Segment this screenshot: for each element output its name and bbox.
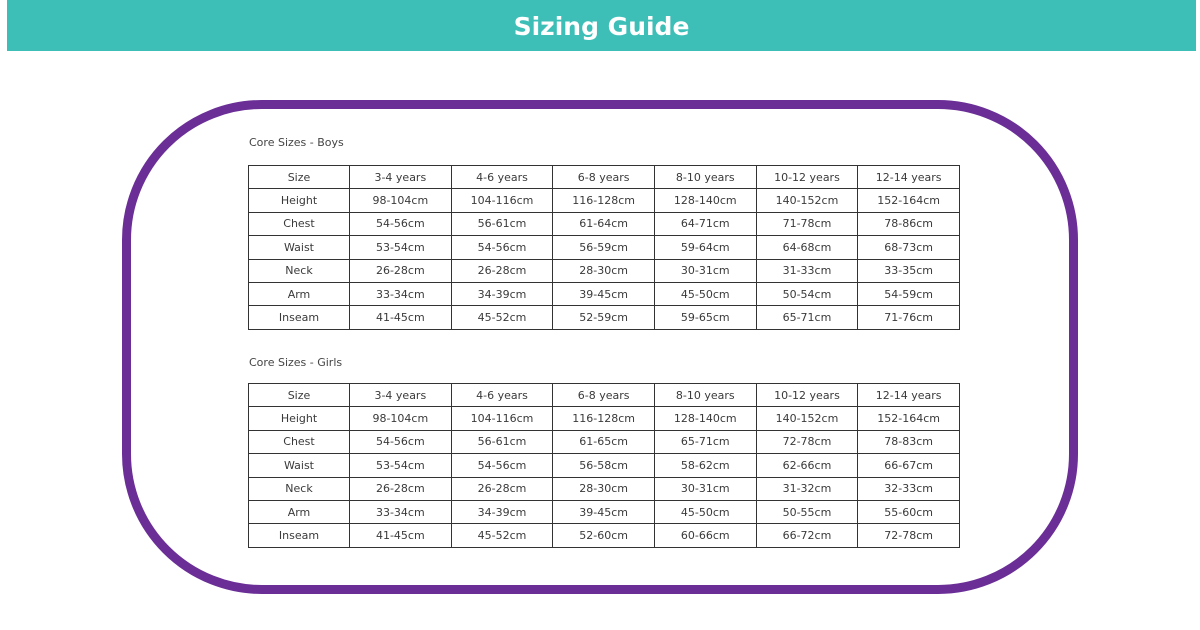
table-cell: 26-28cm bbox=[451, 477, 553, 500]
row-label: Arm bbox=[249, 282, 350, 305]
table-cell: 30-31cm bbox=[654, 259, 756, 282]
boys-table-row bbox=[249, 166, 960, 189]
table-cell: 53-54cm bbox=[350, 236, 452, 259]
table-cell: 56-58cm bbox=[553, 454, 655, 477]
table-cell: 31-33cm bbox=[756, 259, 858, 282]
table-cell: 64-71cm bbox=[654, 212, 756, 235]
row-label: Height bbox=[249, 189, 350, 212]
boys-table-row bbox=[249, 212, 960, 235]
column-header: 10-12 years bbox=[756, 384, 858, 407]
table-cell: 66-72cm bbox=[756, 524, 858, 547]
table-cell: 59-64cm bbox=[654, 236, 756, 259]
row-label: Chest bbox=[249, 430, 350, 453]
table-cell: 72-78cm bbox=[858, 524, 960, 547]
table-cell: 30-31cm bbox=[654, 477, 756, 500]
girls-table-row bbox=[249, 407, 960, 430]
boys-section-title: Core Sizes - Boys bbox=[249, 136, 344, 149]
table-cell: 34-39cm bbox=[451, 282, 553, 305]
table-cell: 45-50cm bbox=[654, 500, 756, 523]
column-header: 3-4 years bbox=[350, 166, 452, 189]
table-cell: 71-78cm bbox=[756, 212, 858, 235]
row-label: Inseam bbox=[249, 524, 350, 547]
column-header: 8-10 years bbox=[654, 384, 756, 407]
boys-table-row bbox=[249, 189, 960, 212]
table-cell: 140-152cm bbox=[756, 189, 858, 212]
table-cell: 50-54cm bbox=[756, 282, 858, 305]
column-header: 10-12 years bbox=[756, 166, 858, 189]
table-cell: 53-54cm bbox=[350, 454, 452, 477]
column-header: 12-14 years bbox=[858, 166, 960, 189]
table-cell: 41-45cm bbox=[350, 306, 452, 329]
table-cell: 152-164cm bbox=[858, 189, 960, 212]
row-label: Waist bbox=[249, 236, 350, 259]
row-label: Waist bbox=[249, 454, 350, 477]
table-cell: 45-52cm bbox=[451, 524, 553, 547]
table-cell: 56-59cm bbox=[553, 236, 655, 259]
table-cell: 61-65cm bbox=[553, 430, 655, 453]
row-label: Size bbox=[249, 384, 350, 407]
table-cell: 140-152cm bbox=[756, 407, 858, 430]
table-cell: 34-39cm bbox=[451, 500, 553, 523]
table-cell: 45-50cm bbox=[654, 282, 756, 305]
column-header: 6-8 years bbox=[553, 384, 655, 407]
table-cell: 31-32cm bbox=[756, 477, 858, 500]
table-cell: 128-140cm bbox=[654, 189, 756, 212]
table-cell: 33-34cm bbox=[350, 282, 452, 305]
table-cell: 65-71cm bbox=[654, 430, 756, 453]
table-cell: 54-56cm bbox=[350, 430, 452, 453]
table-cell: 52-59cm bbox=[553, 306, 655, 329]
column-header: 4-6 years bbox=[451, 384, 553, 407]
girls-table-row bbox=[249, 384, 960, 407]
row-label: Neck bbox=[249, 477, 350, 500]
girls-table-row bbox=[249, 500, 960, 523]
table-cell: 41-45cm bbox=[350, 524, 452, 547]
table-cell: 104-116cm bbox=[451, 189, 553, 212]
row-label: Size bbox=[249, 166, 350, 189]
header-bar bbox=[7, 0, 1196, 51]
row-label: Inseam bbox=[249, 306, 350, 329]
row-label: Height bbox=[249, 407, 350, 430]
table-cell: 59-65cm bbox=[654, 306, 756, 329]
table-cell: 28-30cm bbox=[553, 259, 655, 282]
table-cell: 26-28cm bbox=[350, 477, 452, 500]
row-label: Neck bbox=[249, 259, 350, 282]
table-cell: 71-76cm bbox=[858, 306, 960, 329]
table-cell: 26-28cm bbox=[350, 259, 452, 282]
boys-table-row bbox=[249, 259, 960, 282]
table-cell: 66-67cm bbox=[858, 454, 960, 477]
table-cell: 58-62cm bbox=[654, 454, 756, 477]
girls-size-table bbox=[248, 383, 960, 548]
table-cell: 32-33cm bbox=[858, 477, 960, 500]
table-cell: 72-78cm bbox=[756, 430, 858, 453]
table-cell: 98-104cm bbox=[350, 407, 452, 430]
row-label: Chest bbox=[249, 212, 350, 235]
table-cell: 26-28cm bbox=[451, 259, 553, 282]
table-cell: 64-68cm bbox=[756, 236, 858, 259]
boys-table-row bbox=[249, 306, 960, 329]
girls-section-title: Core Sizes - Girls bbox=[249, 356, 343, 369]
table-cell: 45-52cm bbox=[451, 306, 553, 329]
table-cell: 61-64cm bbox=[553, 212, 655, 235]
boys-table-row bbox=[249, 282, 960, 305]
column-header: 6-8 years bbox=[553, 166, 655, 189]
girls-table-row bbox=[249, 430, 960, 453]
table-cell: 56-61cm bbox=[451, 430, 553, 453]
table-cell: 62-66cm bbox=[756, 454, 858, 477]
column-header: 12-14 years bbox=[858, 384, 960, 407]
table-cell: 78-86cm bbox=[858, 212, 960, 235]
girls-table-row bbox=[249, 524, 960, 547]
column-header: 8-10 years bbox=[654, 166, 756, 189]
column-header: 3-4 years bbox=[350, 384, 452, 407]
table-cell: 39-45cm bbox=[553, 282, 655, 305]
table-cell: 55-60cm bbox=[858, 500, 960, 523]
table-cell: 128-140cm bbox=[654, 407, 756, 430]
table-cell: 116-128cm bbox=[553, 407, 655, 430]
table-cell: 56-61cm bbox=[451, 212, 553, 235]
boys-size-table bbox=[248, 165, 960, 330]
column-header: 4-6 years bbox=[451, 166, 553, 189]
table-cell: 65-71cm bbox=[756, 306, 858, 329]
table-cell: 50-55cm bbox=[756, 500, 858, 523]
table-cell: 52-60cm bbox=[553, 524, 655, 547]
table-cell: 54-56cm bbox=[451, 236, 553, 259]
boys-table-row bbox=[249, 236, 960, 259]
table-cell: 54-56cm bbox=[451, 454, 553, 477]
table-cell: 116-128cm bbox=[553, 189, 655, 212]
table-cell: 54-59cm bbox=[858, 282, 960, 305]
table-cell: 104-116cm bbox=[451, 407, 553, 430]
table-cell: 28-30cm bbox=[553, 477, 655, 500]
table-cell: 68-73cm bbox=[858, 236, 960, 259]
girls-table-row bbox=[249, 477, 960, 500]
girls-table-row bbox=[249, 454, 960, 477]
row-label: Arm bbox=[249, 500, 350, 523]
table-cell: 152-164cm bbox=[858, 407, 960, 430]
table-cell: 39-45cm bbox=[553, 500, 655, 523]
table-cell: 60-66cm bbox=[654, 524, 756, 547]
page-title: Sizing Guide bbox=[513, 12, 690, 41]
table-cell: 54-56cm bbox=[350, 212, 452, 235]
table-cell: 33-35cm bbox=[858, 259, 960, 282]
table-cell: 78-83cm bbox=[858, 430, 960, 453]
table-cell: 98-104cm bbox=[350, 189, 452, 212]
table-cell: 33-34cm bbox=[350, 500, 452, 523]
